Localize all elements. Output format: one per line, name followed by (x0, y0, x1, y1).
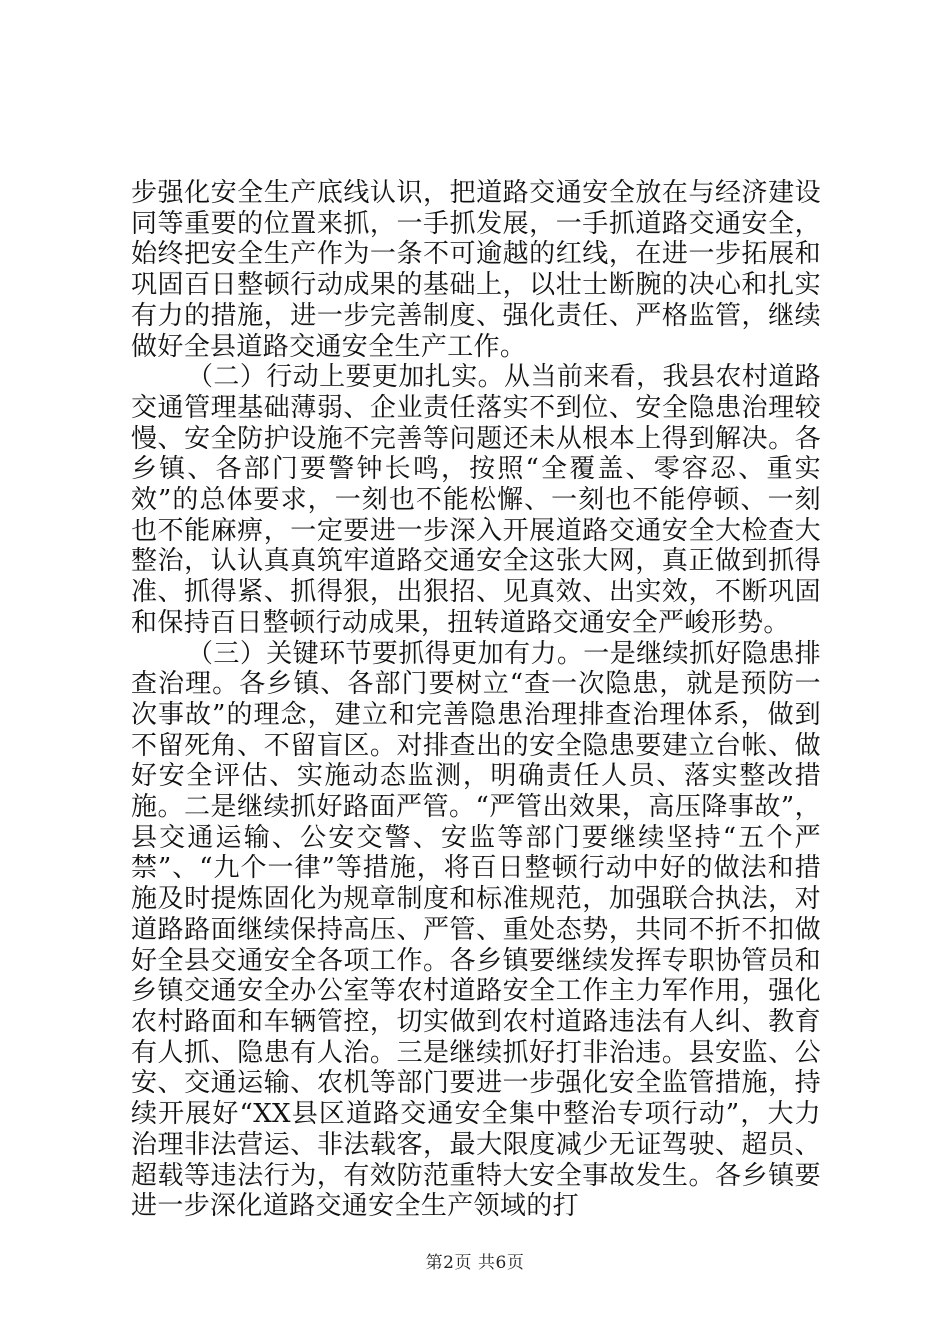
paragraph-section-two: （二）行动上要更加扎实。从当前来看，我县农村道路交通管理基础薄弱、企业责任落实不到位、安全隐患治理较慢、安全防护设施不完善等问题还未从根本上得到解决。各乡镇、各部门要警钟长鸣，按照“全覆盖、零容忍、重实效”的总体要求，一刻也不能松懈、一刻也不能停顿、一刻也不能麻痹，一定要进一步深入开展道路交通安全大检查大整治，认认真真筑牢道路交通安全这张大网，真正做到抓得准、抓得紧、抓得狠，出狠招、见真效、出实效，不断巩固和保持百日整顿行动成果，扭转道路交通安全严峻形势。 (131, 362, 821, 638)
paragraph-continuation: 步强化安全生产底线认识，把道路交通安全放在与经济建设同等重要的位置来抓，一手抓发展，一手抓道路交通安全，始终把安全生产作为一条不可逾越的红线，在进一步拓展和巩固百日整顿行动成果的基础上，以壮士断腕的决心和扎实有力的措施，进一步完善制度、强化责任、严格监管，继续做好全县道路交通安全生产工作。 (131, 178, 821, 362)
paragraph-section-three: （三）关键环节要抓得更加有力。一是继续抓好隐患排查治理。各乡镇、各部门要树立“查一次隐患，就是预防一次事故”的理念，建立和完善隐患治理排查治理体系，做到不留死角、不留盲区。对排查出的安全隐患要建立台帐、做好安全评估、实施动态监测，明确责任人员、落实整改措施。二是继续抓好路面严管。“严管出效果，高压降事故”，县交通运输、公安交警、安监等部门要继续坚持“五个严禁”、“九个一律”等措施，将百日整顿行动中好的做法和措施及时提炼固化为规章制度和标准规范，加强联合执法，对道路路面继续保持高压、严管、重处态势，共同不折不扣做好全县交通安全各项工作。各乡镇要继续发挥专职协管员和乡镇交通安全办公室等农村道路安全工作主力军作用，强化农村路面和车辆管控，切实做到农村道路违法有人纠、教育有人抓、隐患有人治。三是继续抓好打非治违。县安监、公安、交通运输、农机等部门要进一步强化安全监管措施，持续开展好“XX县区道路交通安全集中整治专项行动”，大力治理非法营运、非法载客，最大限度减少无证驾驶、超员、超载等违法行为，有效防范重特大安全事故发生。各乡镇要进一步深化道路交通安全生产领域的打 (131, 638, 821, 1222)
page-total: 共6页 (478, 1253, 525, 1273)
document-body (131, 178, 821, 1222)
page-number: 第2页 (425, 1253, 472, 1273)
page-footer (0, 1248, 950, 1273)
